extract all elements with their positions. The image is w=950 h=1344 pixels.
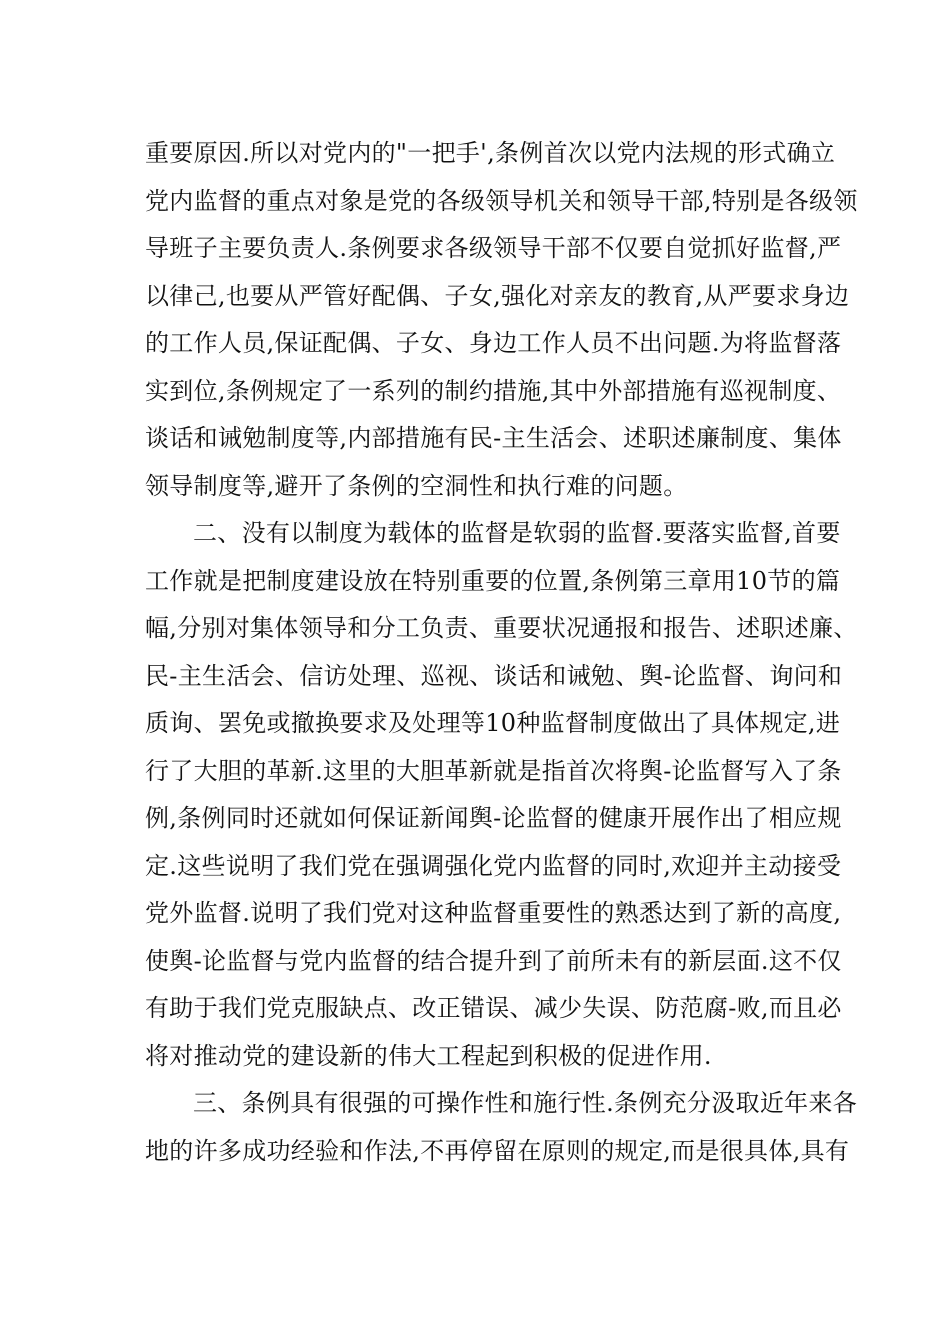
text-line: 工作就是把制度建设放在特别重要的位置,条例第三章用10节的篇: [145, 566, 841, 595]
document-body-text: [145, 130, 858, 1175]
text-line: 民-主生活会、信访处理、巡视、谈话和诫勉、舆-论监督、询问和: [145, 661, 843, 690]
text-line: 重要原因.所以对党内的"一把手',条例首次以党内法规的形式确立: [145, 139, 836, 167]
text-line: 党内监督的重点对象是党的各级领导机关和领导干部,特别是各级领: [145, 186, 858, 215]
text-line: 的工作人员,保证配偶、子女、身边工作人员不出问题.为将监督落: [145, 329, 842, 357]
text-line: 领导制度等,避开了条例的空洞性和执行难的问题。: [145, 471, 688, 500]
text-line: 实到位,条例规定了一系列的制约措施,其中外部措施有巡视制度、: [145, 376, 842, 405]
text-line: 导班子主要负责人.条例要求各级领导干部不仅要自觉抓好监督,严: [145, 234, 842, 262]
text-line: 例,条例同时还就如何保证新闻舆-论监督的健康开展作出了相应规: [145, 804, 842, 832]
text-line: 行了大胆的革新.这里的大胆革新就是指首次将舆-论监督写入了条: [145, 756, 842, 785]
text-line: 使舆-论监督与党内监督的结合提升到了前所未有的新层面.这不仅: [145, 946, 842, 975]
text-line: 三、条例具有很强的可操作性和施行性.条例充分汲取近年来各: [193, 1089, 858, 1117]
text-line: 二、没有以制度为载体的监督是软弱的监督.要落实监督,首要: [193, 519, 841, 547]
text-line: 定.这些说明了我们党在强调强化党内监督的同时,欢迎并主动接受: [145, 851, 842, 880]
text-line: 党外监督.说明了我们党对这种监督重要性的熟悉达到了新的高度,: [145, 899, 842, 927]
text-line: 谈话和诫勉制度等,内部措施有民-主生活会、述职述廉制度、集体: [145, 424, 842, 452]
text-line: 幅,分别对集体领导和分工负责、重要状况通报和报告、述职述廉、: [145, 614, 858, 642]
text-line: 有助于我们党克服缺点、改正错误、减少失误、防范腐-败,而且必: [145, 994, 842, 1022]
text-line: 以律己,也要从严管好配偶、子女,强化对亲友的教育,从严要求身边: [145, 281, 850, 310]
text-line: 地的许多成功经验和作法,不再停留在原则的规定,而是很具体,具有: [145, 1136, 850, 1165]
text-line: 将对推动党的建设新的伟大工程起到积极的促进作用.: [145, 1041, 712, 1070]
text-line: 质询、罢免或撤换要求及处理等10种监督制度做出了具体规定,进: [145, 709, 841, 737]
